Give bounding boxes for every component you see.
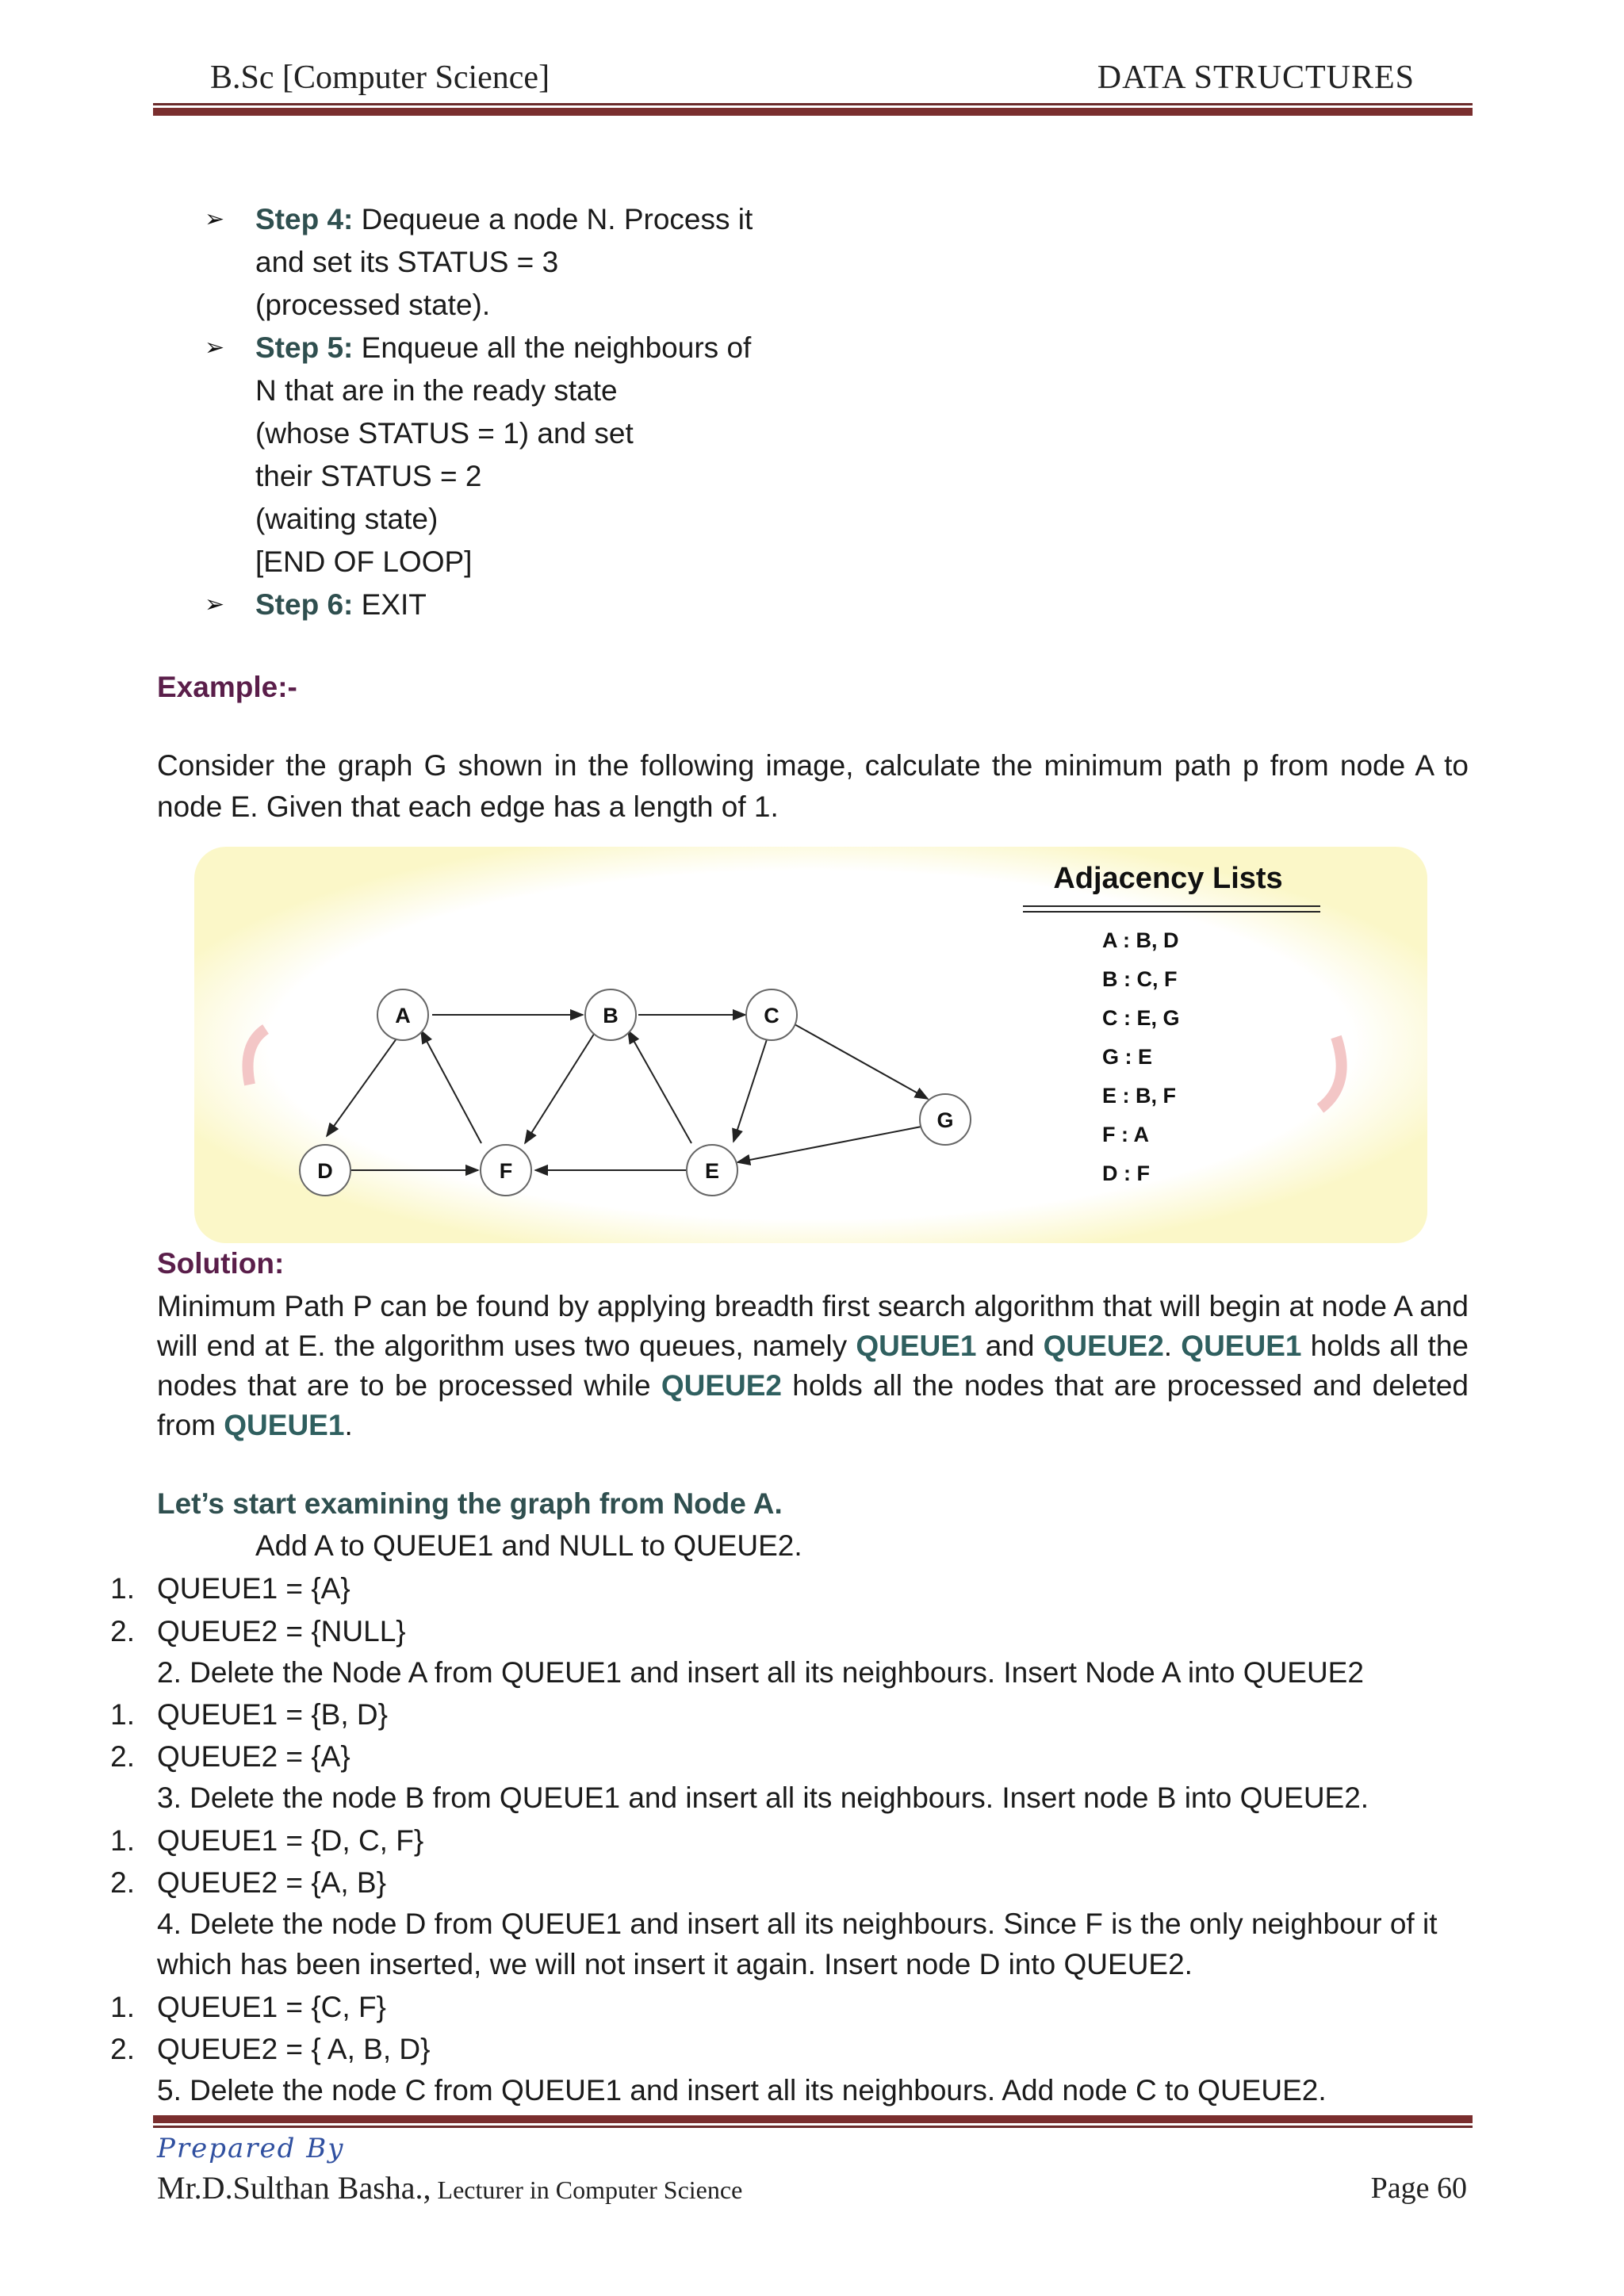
- footer-rule-thick: [153, 2115, 1473, 2123]
- adjacency-entry: G : E: [1102, 1045, 1153, 1069]
- step-label: Step 4:: [255, 203, 354, 235]
- graph-node-c: [746, 989, 797, 1040]
- step-text: and set its STATUS = 3: [255, 246, 559, 278]
- list-number: 2.: [110, 2033, 135, 2065]
- header-course: B.Sc [Computer Science]: [210, 59, 550, 96]
- header-rule-thick: [153, 108, 1473, 116]
- footer-author: [157, 2169, 742, 2206]
- graph-node-b: [585, 989, 636, 1040]
- step-text: (waiting state): [255, 503, 439, 535]
- svg-text:A: A: [395, 1004, 411, 1027]
- step-text: N that are in the ready state: [255, 374, 618, 407]
- solution-text: .: [344, 1409, 353, 1441]
- graph-node-a: [377, 989, 428, 1040]
- solution-text: holds all the nodes that are to be processed while: [157, 1330, 1469, 1402]
- add-line: Add A to QUEUE1 and NULL to QUEUE2.: [255, 1529, 802, 1562]
- svg-text:B: B: [603, 1004, 619, 1027]
- adjacency-title: Adjacency Lists: [1053, 862, 1283, 895]
- adjacency-entry: B : C, F: [1102, 967, 1178, 991]
- svg-text:F: F: [499, 1159, 513, 1183]
- queue-term: QUEUE1: [856, 1330, 977, 1362]
- example-intro: Consider the graph G shown in the following image, calculate the minimum path p from node A to node E. Given that each edge has a length of 1.: [157, 749, 1469, 823]
- step-5: [205, 327, 918, 584]
- graph-node-d: [300, 1145, 350, 1196]
- solution-text: .: [1163, 1330, 1182, 1362]
- list-number: 2.: [110, 1615, 135, 1647]
- adjacency-entry: C : E, G: [1102, 1006, 1180, 1030]
- solution-text: Minimum Path P can be found by applying breadth first search algorithm that will begin at node A and will end at E. the algorithm uses two queues, namely: [157, 1290, 1469, 1362]
- step-description: which has been inserted, we will not insert it again. Insert node D into QUEUE2.: [157, 1948, 1193, 1980]
- step-text: [END OF LOOP]: [255, 545, 473, 578]
- svg-text:E: E: [704, 1159, 720, 1183]
- header-rule-thin: [153, 103, 1473, 105]
- queue-state: QUEUE2 = { A, B, D}: [157, 2033, 431, 2065]
- adjacency-entry: F : A: [1102, 1123, 1149, 1146]
- queue-state: QUEUE1 = {A}: [157, 1572, 350, 1605]
- bullet-arrow-icon: ➢: [205, 206, 225, 232]
- list-number: 1.: [110, 1572, 135, 1605]
- graph-node-g: [920, 1094, 971, 1145]
- bullet-arrow-icon: ➢: [205, 335, 225, 361]
- queue-state: QUEUE1 = {B, D}: [157, 1698, 388, 1731]
- step-text: (processed state).: [255, 289, 491, 321]
- header-subject: DATA STRUCTURES: [1097, 59, 1415, 96]
- svg-text:D: D: [317, 1159, 333, 1183]
- step-description: 5. Delete the node C from QUEUE1 and insert all its neighbours. Add node C to QUEUE2.: [157, 2074, 1327, 2107]
- step-description: 3. Delete the node B from QUEUE1 and insert all its neighbours. Insert node B into QUEUE2.: [157, 1781, 1369, 1814]
- examine-heading: Let’s start examining the graph from Node A.: [157, 1487, 783, 1520]
- queue-state: QUEUE2 = {A}: [157, 1740, 350, 1773]
- step-label: Step 5:: [255, 331, 354, 364]
- step-text: Enqueue all the neighbours of: [361, 331, 752, 364]
- step-label: Step 6:: [255, 588, 354, 621]
- graph-figure: [194, 847, 1427, 1243]
- adjacency-entry: E : B, F: [1102, 1084, 1176, 1108]
- graph-node-e: [687, 1145, 737, 1196]
- queue-term: QUEUE2: [1043, 1330, 1164, 1362]
- graph-node-f: [481, 1145, 531, 1196]
- footer-rule-thin: [153, 2126, 1473, 2128]
- queue-term: QUEUE2: [661, 1369, 782, 1402]
- prepared-by: Prepared By: [157, 2133, 345, 2164]
- queue-term: QUEUE1: [1181, 1330, 1302, 1362]
- list-number: 1.: [110, 1824, 135, 1857]
- svg-text:G: G: [936, 1108, 954, 1132]
- solution-paragraph: [157, 1287, 1469, 1445]
- adjacency-entry: D : F: [1102, 1161, 1150, 1185]
- list-number: 2.: [110, 1740, 135, 1773]
- step-description: 4. Delete the node D from QUEUE1 and insert all its neighbours. Since F is the only neighbour of it: [157, 1908, 1438, 1940]
- svg-text:C: C: [764, 1004, 779, 1027]
- step-text: (whose STATUS = 1) and set: [255, 417, 634, 450]
- step-description: 2. Delete the Node A from QUEUE1 and insert all its neighbours. Insert Node A into QUEUE2: [157, 1656, 1364, 1689]
- queue-state: QUEUE1 = {D, C, F}: [157, 1824, 424, 1857]
- author-role: Lecturer in Computer Science: [431, 2175, 743, 2204]
- queue-term: QUEUE1: [224, 1409, 345, 1441]
- queue-state: QUEUE2 = {NULL}: [157, 1615, 406, 1647]
- author-name: Mr.D.Sulthan Basha.,: [157, 2170, 431, 2206]
- page-number: Page 60: [1370, 2172, 1467, 2205]
- list-number: 1.: [110, 1991, 135, 2023]
- adjacency-entry: A : B, D: [1102, 928, 1179, 952]
- list-number: 2.: [110, 1866, 135, 1899]
- step-6: [205, 584, 918, 626]
- list-number: 1.: [110, 1698, 135, 1731]
- bullet-arrow-icon: ➢: [205, 591, 225, 618]
- queue-state: QUEUE2 = {A, B}: [157, 1866, 386, 1899]
- step-4: [205, 198, 918, 327]
- example-heading: Example:-: [157, 671, 297, 703]
- solution-heading: Solution:: [157, 1247, 285, 1280]
- step-text: Dequeue a node N. Process it: [361, 203, 753, 235]
- step-text: their STATUS = 2: [255, 460, 482, 492]
- step-text: EXIT: [361, 588, 427, 621]
- solution-text: and: [976, 1330, 1044, 1362]
- solution-text: holds all the nodes that are processed and deleted from: [157, 1369, 1469, 1441]
- queue-state: QUEUE1 = {C, F}: [157, 1991, 386, 2023]
- algorithm-steps: [205, 198, 918, 626]
